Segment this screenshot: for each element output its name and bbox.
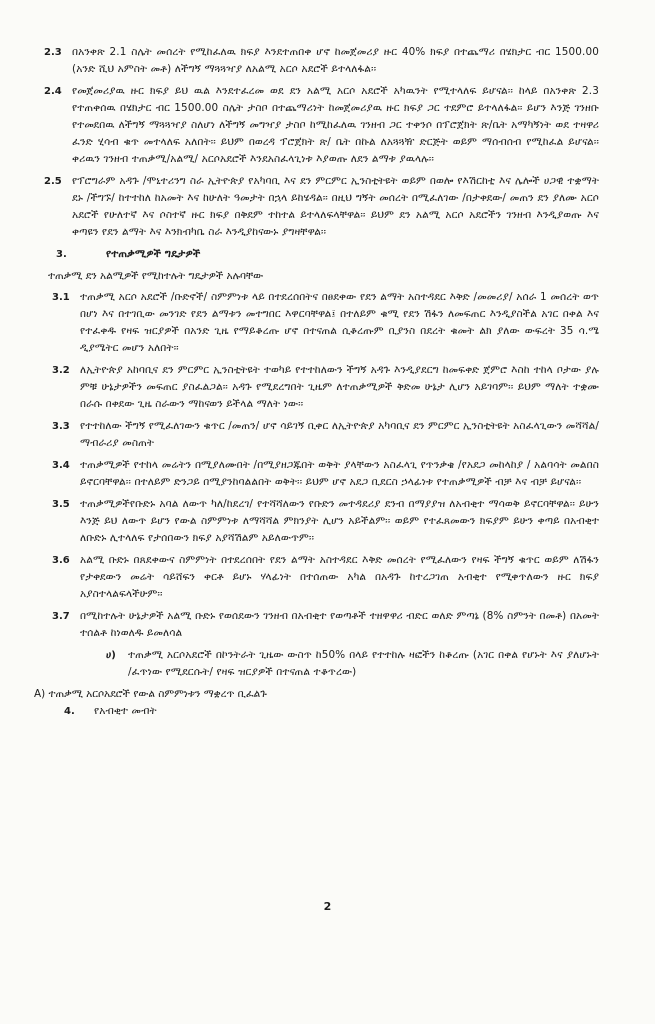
item-number: 3.7 xyxy=(52,611,70,622)
section-3-intro: ተጠቃሚ ደን አልሚዎች የሚከተሉት ግዴታዎች አሉባቸው xyxy=(48,270,264,282)
section-number: 3. xyxy=(56,249,67,260)
paragraph-text: የፕሮግራም አዳጉ /ሞኒተሪንግ ስራ ኢትዮጵያ የአካባቢ እና ደን ምርምር ኢንስቲትዩት ወይም በወሎ የእሽርከቲ እና ሌሎች ሀጋዊ ተቋማት ደኑ /ችግኙ/ ከተተከለ ከአመት እና ከሁለት ዓመታት በኋላ ይከሄዳል፡፡ በዚህ ግኝት መሰረት በሚፈለገው /በታቀደው/ መጠን ደን ያለሙ አርሶ አደሮች የሁለተኛ እና ሶስተኛ ዙር ክፍያ በቅደም ተከተል ይተላለፍላቸዋል፡፡ ይህም ደን አልሚ አርሶ አደሮችን ገንዘብ እንዲያወጡ እና ቀጣዩን የደን ልማት እና እንክብካቤ ስራ እንዲያከናውኑ ያግዛቸዋል፡፡ xyxy=(72,175,599,238)
item-number: 3.3 xyxy=(52,421,70,432)
paragraph-2-5 xyxy=(44,173,599,241)
sub-item-text: ተጠቃሚ አርሶአደሮች በኮንትራት ጊዜው ውስጥ ከ50% በላይ የተተከሉ ዛፎችን ከቆረጡ (አገር በቀል የሆኑት እና ያለሆኑት /ፈጥነው የሚደርሱት/ የዛፍ ዝርያዎች በተናጠል ተቆጥረው) xyxy=(128,649,599,678)
paragraph-2-4 xyxy=(44,83,599,168)
item-number: 3.2 xyxy=(52,365,70,376)
paragraph-2-3 xyxy=(44,44,599,78)
sub-item-ha xyxy=(44,647,599,681)
item-number: 3.4 xyxy=(52,460,70,471)
item-3-4 xyxy=(44,457,599,491)
item-text: በሚከተሉት ሁኔታዎች አልሚ ቡድኑ የወሰደውን ገንዘብ በአብቂተ የወጣቶች ተዘዋዋሪ ብድር ወለድ ምጣኔ (8% ስምንት በመቶ) በአመት ተሰልቶ ከነወለዱ ይመለሳል xyxy=(80,610,599,639)
item-text: ለኢትዮጵያ አከባቢና ደን ምርምር ኢንስቲትዩት ተወካይ የተተከለውን ችግኝ አዳጉ እንዲያደርግ ከመፍቀድ ጀምሮ እስከ ተከላ ቦታው ያሉ ምቹ ሁኔታዎችን መፍጠር ያስፈልጋል፡፡ አዳጉ የሚደረግበት ጊዜም ለተጠቃሚዎች ቅድመ ሁኔታ ሊሆን አይገባም፡፡ ይህም ማለት ተቋሙ በራሱ በቀደው ጊዜ ስራውን ማከናወን ይችላል ማለት ነው፡፡ xyxy=(80,364,599,410)
item-number: 3.1 xyxy=(52,292,70,303)
paragraph-number: 2.5 xyxy=(44,176,62,187)
paragraph-text: የመጀመሪያዉ ዙር ክፍያ ይህ ዉል እንደተፈረመ ወደ ደን አልሚ አርሶ አደሮች አካዉንት የሚተላለፍ ይሆናል፡፡ ከላይ በአንቀጽ 2.3 የተጠቀሰዉ በሄክታር ብር 1500.00 ስሌት ታስቦ በተጨማሪነት ከመጀመሪያዉ ዙር ክፍያ ጋር ተደምሮ ይተላለፋል፡፡ ይሆን እንጅ ገንዘቡ የተመደበዉ ለችግኝ ማጓጓዣያ ስለሆነ ለችግኝ መግዣያ ታስቦ ከሚከፈለዉ ገንዘብ ጋር ተቀንሶ በፕሮጀክት ጽ/ቤት አማካኝነት ወደ ተዛዋሪ ፈንድ ሂሳብ ቁጥ መተላለፍ አለበት፡፡ ይህም በወረዳ ፕሮጀክት ጽ/ ቤት በኩል ለአጓጓዥ ድርጅት ወይም ማሰብሰብ የሚከፈል ይሆናል፡፡ ቀሪዉን ገንዘብ ተጠቃሚ/አልሚ/ አርሶአደሮች እንደአስፈላጊነቱ እያወጡ ለደን ልማቱ ያዉላሉ፡፡ xyxy=(72,85,599,165)
paragraph-text: በአንቀጽ 2.1 ስሌት መሰረት የሚከፈለዉ ክፍያ እንደተጠበቀ ሆኖ ከመጀመሪያ ዙር 40% ክፍያ በተጨማሪ በሄክታር ብር 1500.00 (አንድ ሺህ አምስት መቶ) ለችግኝ ማጓጓዣያ ለአልሚ አርሶ አደሮች ይተላለፋል፡፡ xyxy=(72,46,599,75)
section-title: የተጠቃሚዎች ግዴታዎች xyxy=(106,248,201,260)
section-a-line: A) ተጠቃሚ አርሶአደሮች የውል ስምምነቱን ማቋረጥ ቢፈልጉ xyxy=(34,688,267,700)
paragraph-number: 2.3 xyxy=(44,47,62,58)
sub-item-number: ሀ) xyxy=(106,650,116,661)
item-number: 3.5 xyxy=(52,499,70,510)
section-4-heading xyxy=(44,703,599,720)
item-3-3 xyxy=(44,418,599,452)
item-3-7 xyxy=(44,608,599,642)
section-title: የአብቂተ መብት xyxy=(94,705,157,717)
page-number: 2 xyxy=(323,900,332,913)
section-number: 4. xyxy=(64,706,75,717)
item-3-2 xyxy=(44,362,599,413)
item-text: ተጠቃሚዎች የተከላ መሬትን በሚያለሙበት /በሚያዘጋጁበት ወቅት ያላቸውን አስፈላጊ የጥንቃቄ /የአደጋ መከላከያ / አልባሳት መልበስ ይኖርባቸዋል፡፡ በተለይም ድንጋይ በሚያንከባልልበት ወቅት፡፡ ይህም ሆኖ አደጋ ቢደርስ ኃላፊነቱ የተጠቃሚዎች ብቻ እና ብቻ ይሆናል፡፡ xyxy=(80,459,599,488)
item-text: ተጠቃሚ አርሶ አደሮች /ቡድኖች/ ስምምነቱ ላይ በተደረሰበትና በፀደቀው የደን ልማት አስተዳደር እቅድ /መመሪያ/ አሰራ 1 መሰረት ወጥ በሆነ እና በተገቢው መንገድ የደን ልማቱን መተግበር እዋርባቸዋል፤ በተለይም ቁሚ የደን ሽፋን ለመፍጠር እንዲያስችል አገር በቀል እና የተፈቀዱ የዛፍ ዝርያዎች በአንድ ጊዜ የማይቆረጡ ሆኖ በተናጠል ሲቆረጡም ቢያንስ በደረት ቁመት ልክ ያለው ውፍረት 35 ሳ.ሜ ዲያሜትር መሆን አለበት፡፡ xyxy=(80,291,599,354)
item-3-1 xyxy=(44,289,599,357)
item-text: የተተከለው ችግኝ የሚፈለገውን ቁጥር /መጠን/ ሆኖ ሳይገኝ ቢቀር ለኢትዮጵያ አካባቢና ደን ምርምር ኢንስቲትዩት አስፈላጊውን መሻሻል/ማብራሪያ መስጠት xyxy=(80,420,599,449)
item-number: 3.6 xyxy=(52,555,70,566)
item-3-6 xyxy=(44,552,599,603)
paragraph-number: 2.4 xyxy=(44,86,62,97)
item-text: አልሚ ቡድኑ በጸደቀውና ስምምነት በተደረሰበት የደን ልማት አስተዳደር እቅድ መሰረት የሚፈለውን የዛፍ ችግኝ ቁጥር ወይም ለሽፋን የታቀደውን መሬት ሳይሸፍን ቀርቶ ይሆኑ ሃላፊነት በተሰጠው አካል በአዳጉ ከተረጋገጠ አብቂተ የሚቀጥለውን ዙር ክፍያ አያስተላልፍላችሁም፡፡ xyxy=(80,554,599,600)
section-3-heading xyxy=(44,246,599,263)
item-3-5 xyxy=(44,496,599,547)
item-text: ተጠቃሚዎችየቡድኑ አባል ለውጥ ካለ/ከደረገ/ የተሻሻለውን የቡድን መተዳደሪያ ደንብ በማያያዝ ለአብቂተ ማሳወቅ ይኖርባቸዋል፡፡ ይሁን እንጅ ይህ ለውጥ ይሆን የውል ስምምነቱ ለማሻሻል ምክንያት ሊሆን አይችልም፡፡ ወይም የተፈጸመውን ክፍያም ይሁን ቀጣይ በአብቂተ ለቡድኑ ሊተላለፍ የታሰበውን ክፍያ አያሻሽልም አይለውጥም፡፡ xyxy=(80,498,599,544)
